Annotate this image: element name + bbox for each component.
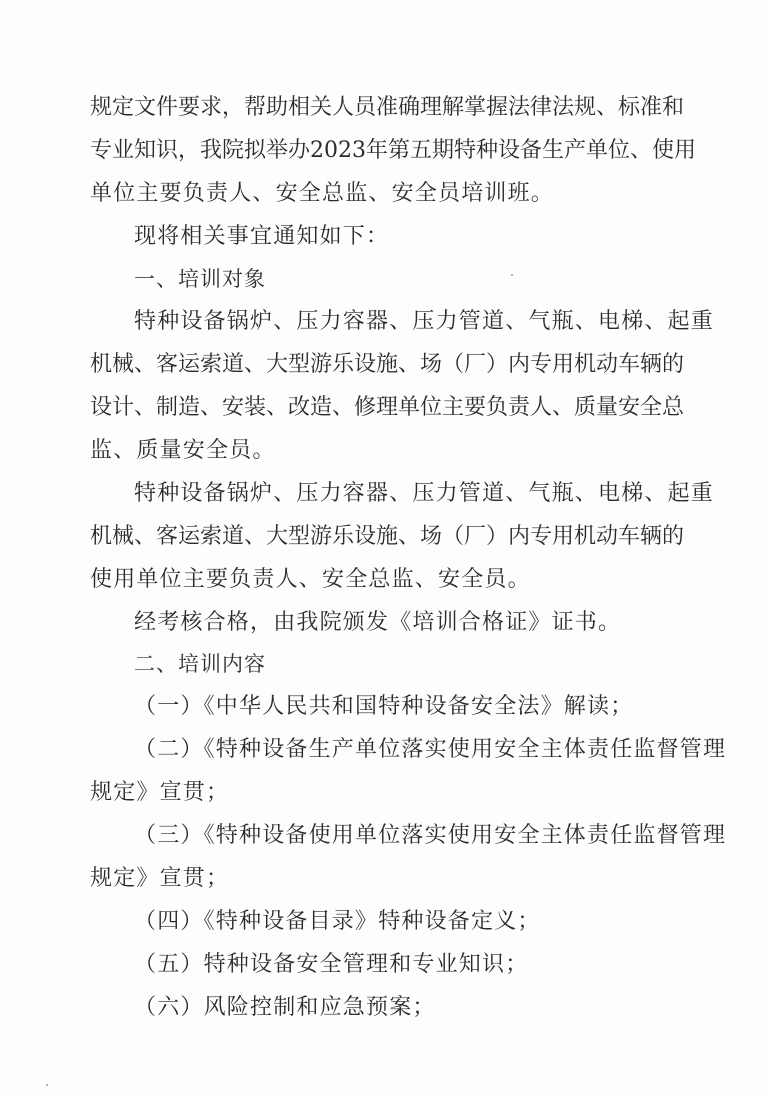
paragraph-line: 现将相关事宜通知如下：	[134, 224, 390, 249]
list-item-continuation: 规定》宣贯；	[90, 866, 230, 891]
list-item-continuation: 规定》宣贯；	[90, 780, 230, 805]
paragraph-line: 特种设备锅炉、压力容器、压力管道、气瓶、电梯、起重	[134, 481, 715, 506]
list-item: （五）特种设备安全管理和专业知识；	[134, 952, 529, 977]
list-item: （三）《特种设备使用单位落实使用安全主体责任监督管理	[134, 823, 727, 848]
paragraph-line: 特种设备锅炉、压力容器、压力管道、气瓶、电梯、起重	[134, 309, 715, 334]
paragraph-line: 使用单位主要负责人、安全总监、安全员。	[90, 567, 531, 592]
section-heading-1: 一、培训对象	[134, 267, 266, 291]
list-item: （六）风险控制和应急预案；	[134, 995, 436, 1020]
paragraph-line: 专业知识，我院拟举办2023年第五期特种设备生产单位、使用	[90, 138, 696, 163]
list-item: （二）《特种设备生产单位落实使用安全主体责任监督管理	[134, 737, 727, 762]
scan-speck	[46, 1084, 48, 1086]
paragraph-line: 经考核合格，由我院颁发《培训合格证》证书。	[134, 610, 622, 635]
list-item: （一）《中华人民共和国特种设备安全法》解读；	[134, 694, 634, 719]
paragraph-line: 监、质量安全员。	[90, 438, 276, 463]
list-item: （四）《特种设备目录》特种设备定义；	[134, 909, 541, 934]
section-heading-2: 二、培训内容	[134, 652, 266, 676]
scan-speck	[511, 274, 513, 276]
paragraph-line: 规定文件要求，帮助相关人员准确理解掌握法律法规、标准和	[90, 95, 685, 120]
paragraph-line: 机械、客运索道、大型游乐设施、场（厂）内专用机动车辆的	[90, 524, 685, 549]
paragraph-line: 单位主要负责人、安全总监、安全员培训班。	[90, 181, 555, 206]
paragraph-line: 设计、制造、安装、改造、修理单位主要负责人、质量安全总	[90, 395, 685, 420]
paragraph-line: 机械、客运索道、大型游乐设施、场（厂）内专用机动车辆的	[90, 352, 685, 377]
